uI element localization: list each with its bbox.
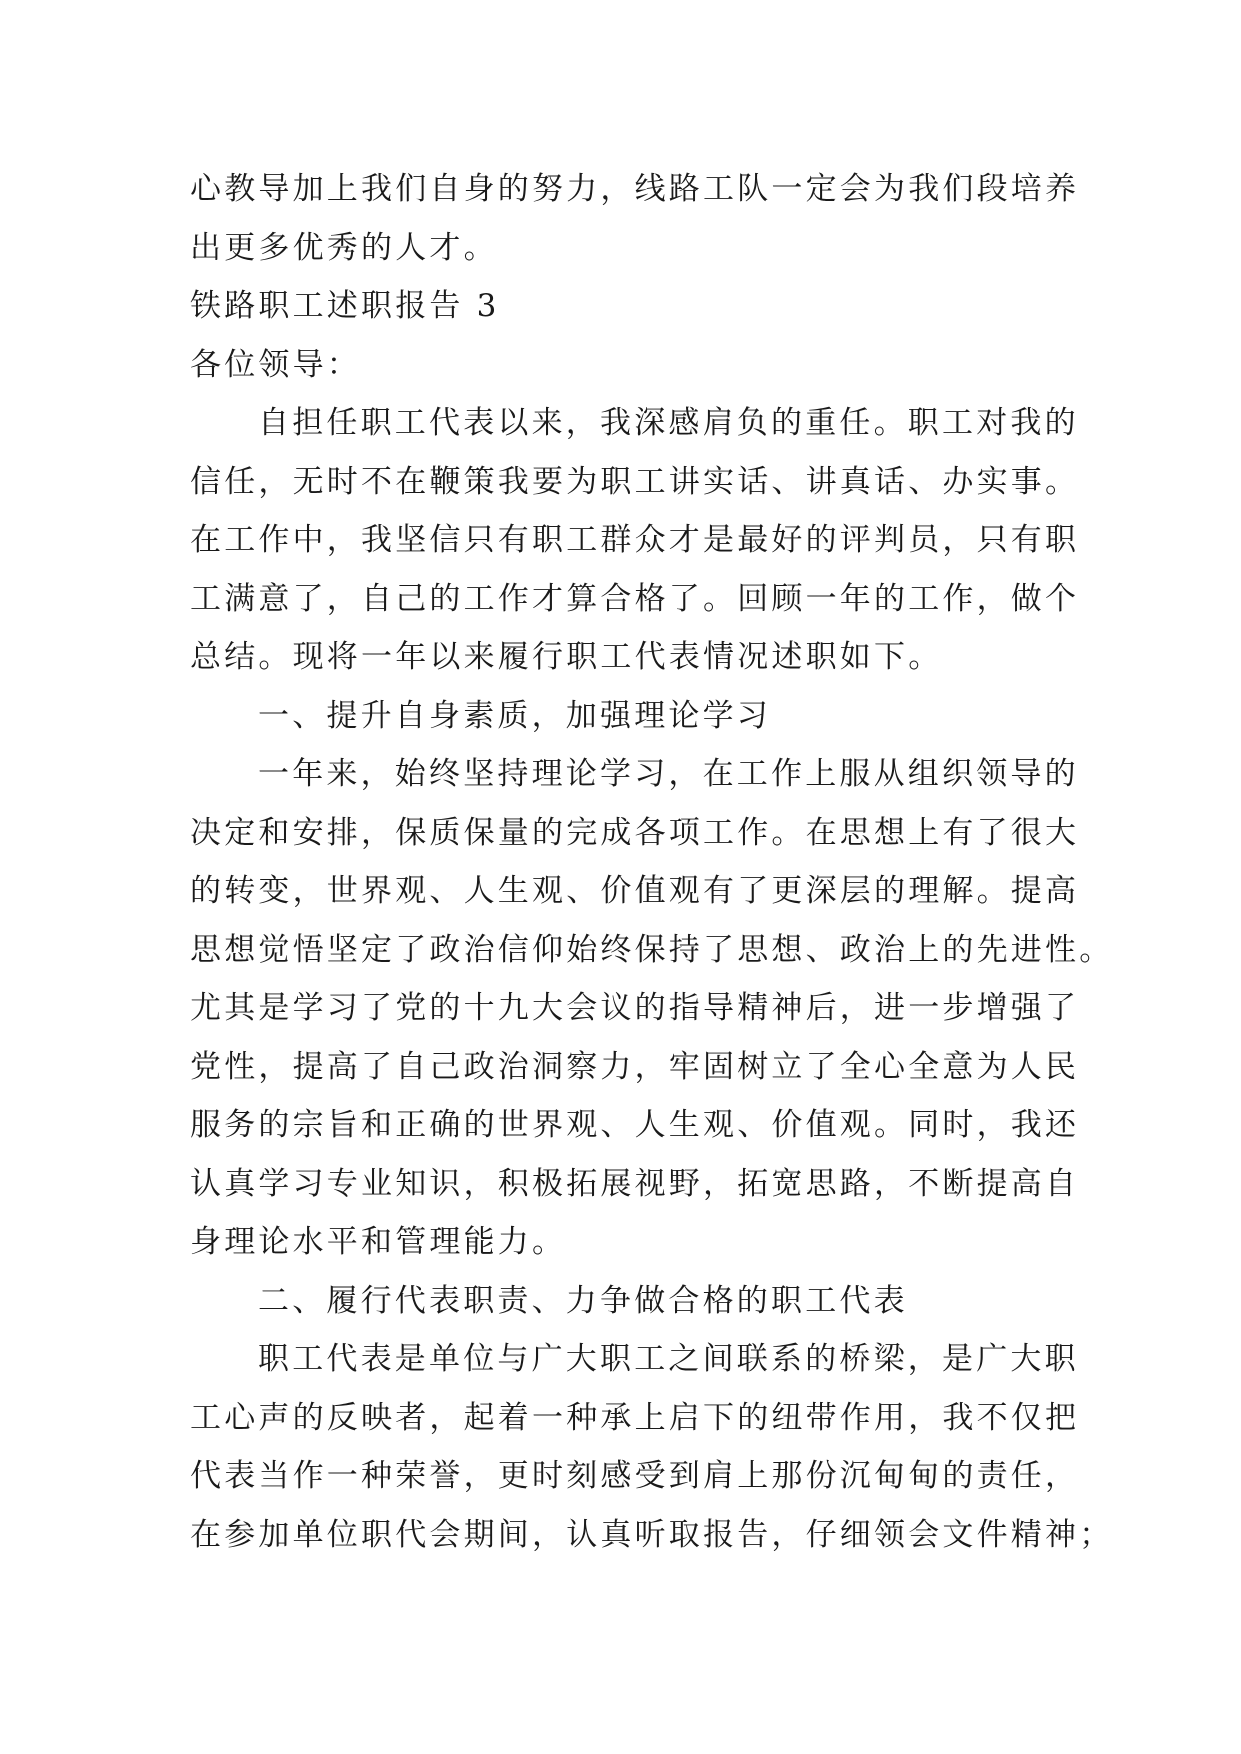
text-line: 出更多优秀的人才。 <box>190 229 498 266</box>
paragraph-start: 自担任职工代表以来，我深感肩负的重任。职工对我的 <box>258 405 1079 441</box>
salutation: 各位领导： <box>190 346 361 383</box>
text-line: 信任，无时不在鞭策我要为职工讲实话、讲真话、办实事。 <box>190 463 1080 500</box>
text-line: 认真学习专业知识，积极拓展视野，拓宽思路，不断提高自 <box>190 1165 1080 1202</box>
text-line: 的转变，世界观、人生观、价值观有了更深层的理解。提高 <box>190 873 1080 909</box>
text-line: 在工作中，我坚信只有职工群众才是最好的评判员，只有职 <box>190 522 1080 558</box>
text-line: 心教导加上我们自身的努力，线路工队一定会为我们段培养 <box>190 171 1080 207</box>
text-line: 决定和安排，保质保量的完成各项工作。在思想上有了很大 <box>190 814 1080 851</box>
text-line: 尤其是学习了党的十九大会议的指导精神后，进一步增强了 <box>190 990 1080 1026</box>
document-body <box>190 160 1114 1564</box>
text-line: 工满意了，自己的工作才算合格了。回顾一年的工作，做个 <box>190 580 1080 617</box>
section-title: 铁路职工述职报告 3 <box>190 288 500 324</box>
subheading: 二、履行代表职责、力争做合格的职工代表 <box>258 1282 908 1319</box>
paragraph-start: 一年来，始终坚持理论学习，在工作上服从组织领导的 <box>258 756 1079 792</box>
text-line: 服务的宗旨和正确的世界观、人生观、价值观。同时，我还 <box>190 1107 1080 1143</box>
paragraph-start: 职工代表是单位与广大职工之间联系的桥梁，是广大职 <box>258 1341 1079 1377</box>
text-line: 身理论水平和管理能力。 <box>190 1224 567 1260</box>
text-line: 党性，提高了自己政治洞察力，牢固树立了全心全意为人民 <box>190 1048 1080 1085</box>
text-line: 思想觉悟坚定了政治信仰始终保持了思想、政治上的先进性。 <box>190 931 1114 968</box>
subheading: 一、提升自身素质，加强理论学习 <box>258 697 771 734</box>
text-line: 在参加单位职代会期间，认真听取报告，仔细领会文件精神； <box>190 1516 1114 1553</box>
text-line: 总结。现将一年以来履行职工代表情况述职如下。 <box>190 639 943 675</box>
text-line: 代表当作一种荣誉，更时刻感受到肩上那份沉甸甸的责任， <box>190 1458 1080 1494</box>
text-line: 工心声的反映者，起着一种承上启下的纽带作用，我不仅把 <box>190 1399 1080 1436</box>
